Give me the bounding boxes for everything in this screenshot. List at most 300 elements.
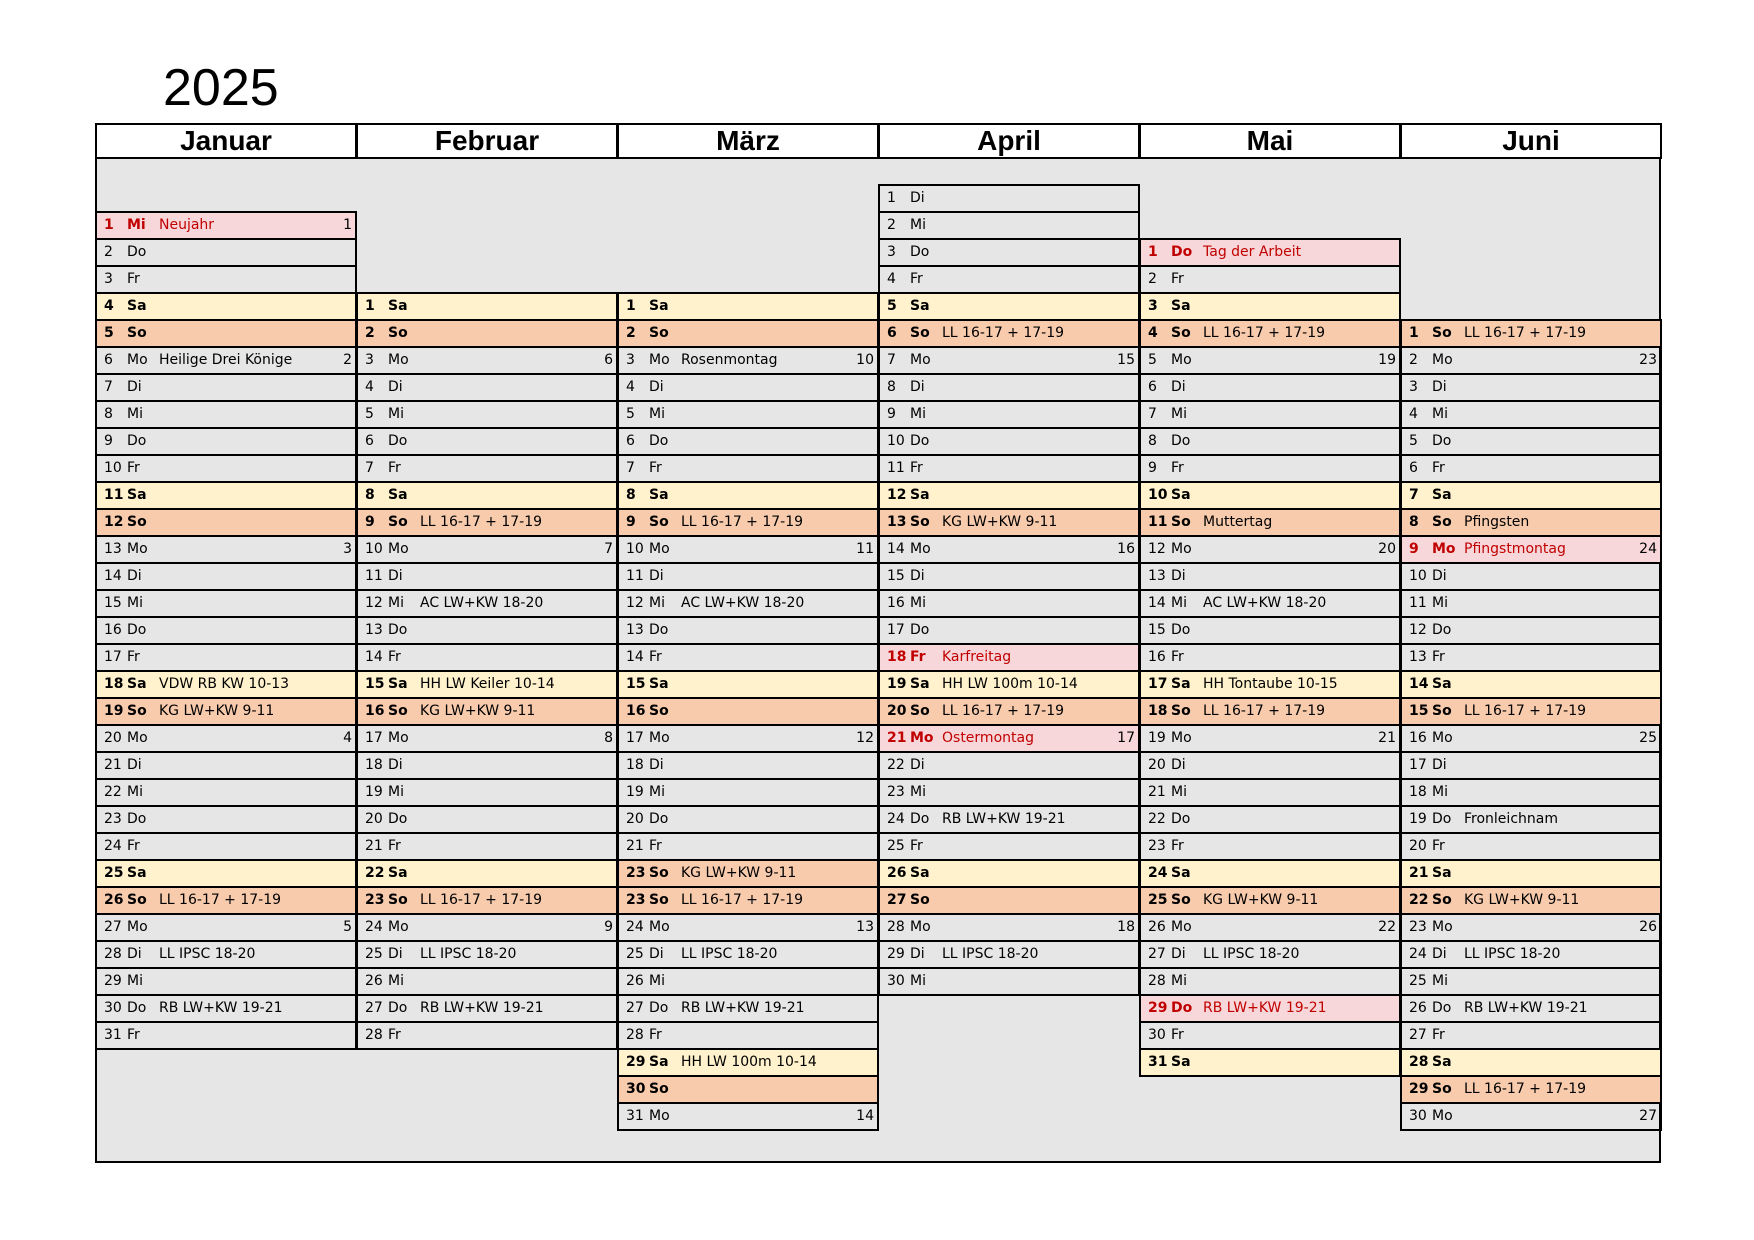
weekday: Sa <box>649 676 669 692</box>
day-number: 15 <box>1409 703 1429 719</box>
weekday: Mo <box>1432 1108 1453 1124</box>
day-number: 5 <box>1148 352 1157 368</box>
week-number: 6 <box>604 352 613 368</box>
day-number: 1 <box>1409 325 1419 341</box>
weekday: So <box>388 892 408 908</box>
day-row <box>1400 402 1662 429</box>
day-row <box>356 969 618 996</box>
day-row <box>617 888 879 915</box>
day-row <box>356 699 618 726</box>
day-row <box>878 672 1140 699</box>
day-number: 3 <box>626 352 635 368</box>
weekday: Mi <box>127 217 146 233</box>
day-number: 23 <box>626 892 646 908</box>
day-row <box>1400 618 1662 645</box>
weekday: Mo <box>1171 730 1192 746</box>
day-row <box>617 834 879 861</box>
day-number: 4 <box>365 379 374 395</box>
day-number: 11 <box>104 487 124 503</box>
day-number: 22 <box>365 865 385 881</box>
weekday: Sa <box>1171 676 1191 692</box>
day-number: 1 <box>887 190 896 206</box>
day-number: 16 <box>365 703 385 719</box>
day-row <box>1139 483 1401 510</box>
day-row <box>95 240 357 267</box>
day-row <box>878 402 1140 429</box>
weekday: Do <box>910 244 930 260</box>
day-number: 2 <box>104 244 113 260</box>
week-number: 7 <box>604 541 613 557</box>
day-row <box>356 726 618 753</box>
weekday: Do <box>649 433 669 449</box>
day-row <box>356 915 618 942</box>
day-row <box>1400 1023 1662 1050</box>
weekday: Fr <box>388 838 401 854</box>
weekday: Mo <box>1432 352 1453 368</box>
day-row <box>617 915 879 942</box>
day-number: 22 <box>1148 811 1166 827</box>
weekday: So <box>649 703 669 719</box>
day-number: 12 <box>104 514 124 530</box>
day-number: 28 <box>887 919 905 935</box>
weekday: Do <box>388 811 408 827</box>
week-number: 5 <box>343 919 352 935</box>
day-number: 11 <box>887 460 905 476</box>
weekday: Do <box>1432 1000 1452 1016</box>
day-number: 30 <box>1409 1108 1427 1124</box>
weekday: Di <box>388 568 403 584</box>
week-number: 8 <box>604 730 613 746</box>
weekday: So <box>127 514 147 530</box>
day-row <box>617 942 879 969</box>
day-row <box>878 213 1140 240</box>
weekday: Fr <box>1432 1027 1445 1043</box>
day-number: 21 <box>1148 784 1166 800</box>
day-number: 22 <box>1409 892 1429 908</box>
weekday: Mi <box>1171 595 1187 611</box>
day-row <box>95 780 357 807</box>
day-note: Neujahr <box>159 217 215 233</box>
weekday: So <box>649 325 669 341</box>
day-note: RB LW+KW 19-21 <box>1203 1000 1327 1016</box>
day-number: 11 <box>365 568 383 584</box>
week-number: 26 <box>1639 919 1657 935</box>
weekday: Fr <box>1171 1027 1184 1043</box>
day-row <box>1400 726 1662 753</box>
weekday: So <box>1171 892 1191 908</box>
month-header-5: Juni <box>1400 123 1662 159</box>
day-row <box>1400 429 1662 456</box>
day-number: 29 <box>104 973 122 989</box>
day-row <box>1139 375 1401 402</box>
weekday: Sa <box>1171 487 1191 503</box>
day-number: 17 <box>1148 676 1168 692</box>
weekday: Di <box>1171 568 1186 584</box>
month-header-2: März <box>617 123 879 159</box>
day-note: Fronleichnam <box>1464 811 1558 827</box>
weekday: Fr <box>388 460 401 476</box>
weekday: So <box>388 703 408 719</box>
day-row <box>95 321 357 348</box>
day-number: 27 <box>1148 946 1166 962</box>
day-number: 28 <box>104 946 122 962</box>
day-number: 8 <box>626 487 636 503</box>
day-number: 13 <box>1409 649 1427 665</box>
day-row <box>1139 1050 1401 1077</box>
day-number: 20 <box>626 811 644 827</box>
weekday: So <box>649 892 669 908</box>
day-number: 16 <box>104 622 122 638</box>
day-number: 15 <box>626 676 646 692</box>
day-row <box>356 780 618 807</box>
weekday: Fr <box>649 1027 662 1043</box>
day-number: 7 <box>104 379 113 395</box>
day-number: 20 <box>887 703 907 719</box>
day-row <box>878 483 1140 510</box>
weekday: Di <box>127 568 142 584</box>
day-row <box>878 294 1140 321</box>
weekday: Di <box>649 568 664 584</box>
day-row <box>1400 672 1662 699</box>
day-row <box>617 861 879 888</box>
weekday: Di <box>910 568 925 584</box>
day-number: 5 <box>887 298 897 314</box>
weekday: Sa <box>910 676 930 692</box>
week-number: 25 <box>1639 730 1657 746</box>
day-number: 6 <box>1148 379 1157 395</box>
day-row <box>617 348 879 375</box>
weekday: Do <box>649 622 669 638</box>
weekday: Sa <box>388 298 408 314</box>
day-row <box>1139 267 1401 294</box>
day-number: 10 <box>626 541 644 557</box>
day-row <box>1139 294 1401 321</box>
day-row <box>617 375 879 402</box>
day-note: LL IPSC 18-20 <box>1464 946 1561 962</box>
day-number: 20 <box>1148 757 1166 773</box>
weekday: Do <box>127 244 147 260</box>
day-row <box>1139 238 1401 267</box>
weekday: Sa <box>1432 676 1452 692</box>
day-row <box>617 726 879 753</box>
day-row <box>1139 861 1401 888</box>
weekday: Di <box>1171 946 1186 962</box>
weekday: Di <box>649 946 664 962</box>
day-number: 12 <box>1148 541 1166 557</box>
day-number: 16 <box>1148 649 1166 665</box>
weekday: So <box>649 514 669 530</box>
day-note: LL IPSC 18-20 <box>942 946 1039 962</box>
day-row <box>95 834 357 861</box>
day-row <box>356 292 618 321</box>
day-row <box>95 942 357 969</box>
weekday: Mo <box>388 541 409 557</box>
day-row <box>878 375 1140 402</box>
day-note: KG LW+KW 9-11 <box>1203 892 1319 908</box>
weekday: Mi <box>127 406 143 422</box>
day-number: 11 <box>626 568 644 584</box>
weekday: Mi <box>649 784 665 800</box>
day-number: 16 <box>626 703 646 719</box>
day-row <box>95 591 357 618</box>
day-row <box>617 1104 879 1131</box>
weekday: Sa <box>388 865 408 881</box>
day-note: LL 16-17 + 17-19 <box>681 514 804 530</box>
weekday: Sa <box>127 676 147 692</box>
day-number: 19 <box>104 703 124 719</box>
day-row <box>1400 996 1662 1023</box>
weekday: Sa <box>1432 1054 1452 1070</box>
day-row <box>617 807 879 834</box>
day-number: 13 <box>887 514 907 530</box>
day-number: 26 <box>626 973 644 989</box>
weekday: Mo <box>910 730 934 746</box>
day-row <box>95 888 357 915</box>
day-number: 5 <box>104 325 114 341</box>
weekday: Di <box>127 757 142 773</box>
day-number: 23 <box>1409 919 1427 935</box>
day-number: 22 <box>887 757 905 773</box>
weekday: Mi <box>910 784 926 800</box>
day-number: 28 <box>626 1027 644 1043</box>
weekday: So <box>1432 703 1452 719</box>
day-row <box>1400 861 1662 888</box>
weekday: So <box>1432 892 1452 908</box>
year-title: 2025 <box>163 59 279 117</box>
day-row <box>878 780 1140 807</box>
day-row <box>617 537 879 564</box>
weekday: Fr <box>649 838 662 854</box>
weekday: So <box>910 325 930 341</box>
day-number: 25 <box>887 838 905 854</box>
day-number: 26 <box>887 865 907 881</box>
day-number: 7 <box>626 460 635 476</box>
day-row <box>95 807 357 834</box>
weekday: Mi <box>1432 595 1448 611</box>
day-row <box>1400 780 1662 807</box>
day-row <box>1400 456 1662 483</box>
day-row <box>1400 1050 1662 1077</box>
day-row <box>617 321 879 348</box>
day-row <box>1400 753 1662 780</box>
day-number: 21 <box>1409 865 1429 881</box>
week-number: 13 <box>856 919 874 935</box>
weekday: Fr <box>1432 838 1445 854</box>
weekday: Mo <box>1171 919 1192 935</box>
weekday: Mi <box>1432 784 1448 800</box>
day-row <box>95 211 357 240</box>
day-number: 14 <box>626 649 644 665</box>
day-row <box>95 510 357 537</box>
day-row <box>356 321 618 348</box>
weekday: Do <box>1171 622 1191 638</box>
weekday: Mo <box>127 919 148 935</box>
day-number: 2 <box>887 217 896 233</box>
weekday: Do <box>910 433 930 449</box>
day-number: 6 <box>626 433 635 449</box>
weekday: Mo <box>910 541 931 557</box>
day-number: 2 <box>626 325 636 341</box>
day-number: 8 <box>365 487 375 503</box>
day-number: 1 <box>626 298 636 314</box>
day-number: 4 <box>1409 406 1418 422</box>
weekday: Mo <box>649 352 670 368</box>
day-note: LL 16-17 + 17-19 <box>942 703 1065 719</box>
day-note: RB LW+KW 19-21 <box>420 1000 544 1016</box>
day-number: 4 <box>1148 325 1158 341</box>
day-row <box>95 267 357 294</box>
weekday: Mi <box>910 217 926 233</box>
weekday: Di <box>1432 568 1447 584</box>
weekday: So <box>1171 325 1191 341</box>
weekday: Do <box>1171 433 1191 449</box>
day-number: 6 <box>1409 460 1418 476</box>
day-row <box>95 726 357 753</box>
day-row <box>356 591 618 618</box>
day-row <box>617 510 879 537</box>
week-number: 14 <box>856 1108 874 1124</box>
day-row <box>878 456 1140 483</box>
day-number: 19 <box>887 676 907 692</box>
day-number: 1 <box>1148 244 1158 260</box>
day-row <box>356 429 618 456</box>
week-number: 23 <box>1639 352 1657 368</box>
weekday: Do <box>127 622 147 638</box>
day-row <box>1139 456 1401 483</box>
day-row <box>1139 726 1401 753</box>
day-note: LL 16-17 + 17-19 <box>1203 325 1326 341</box>
day-number: 7 <box>365 460 374 476</box>
weekday: Mo <box>649 541 670 557</box>
day-row <box>878 753 1140 780</box>
day-note: Pfingsten <box>1464 514 1530 530</box>
weekday: Do <box>1432 433 1452 449</box>
day-row <box>95 699 357 726</box>
day-number: 9 <box>1409 541 1419 557</box>
weekday: So <box>649 865 669 881</box>
day-row <box>1139 942 1401 969</box>
day-number: 8 <box>1148 433 1157 449</box>
week-number: 18 <box>1117 919 1135 935</box>
weekday: Di <box>127 946 142 962</box>
day-row <box>95 429 357 456</box>
day-row <box>356 753 618 780</box>
day-number: 16 <box>887 595 905 611</box>
weekday: Do <box>127 1000 147 1016</box>
weekday: So <box>910 703 930 719</box>
week-number: 24 <box>1639 541 1657 557</box>
weekday: Sa <box>1432 487 1452 503</box>
day-number: 10 <box>1148 487 1168 503</box>
day-number: 28 <box>1148 973 1166 989</box>
day-row <box>878 807 1140 834</box>
day-number: 20 <box>365 811 383 827</box>
day-row <box>878 726 1140 753</box>
day-number: 29 <box>626 1054 646 1070</box>
weekday: Mi <box>1171 406 1187 422</box>
day-row <box>878 321 1140 348</box>
day-row <box>878 834 1140 861</box>
day-number: 24 <box>104 838 122 854</box>
weekday: Fr <box>649 460 662 476</box>
day-number: 10 <box>887 433 905 449</box>
day-row <box>617 699 879 726</box>
weekday: Fr <box>127 460 140 476</box>
day-row <box>95 645 357 672</box>
weekday: Fr <box>910 460 923 476</box>
day-number: 17 <box>626 730 644 746</box>
weekday: Fr <box>649 649 662 665</box>
day-row <box>1400 483 1662 510</box>
day-number: 26 <box>365 973 383 989</box>
day-row <box>878 240 1140 267</box>
weekday: Di <box>649 757 664 773</box>
weekday: Sa <box>388 487 408 503</box>
day-row <box>356 996 618 1023</box>
day-number: 17 <box>887 622 905 638</box>
weekday: Mi <box>127 973 143 989</box>
weekday: Do <box>649 1000 669 1016</box>
day-row <box>1400 564 1662 591</box>
weekday: Mi <box>388 973 404 989</box>
weekday: Mo <box>1432 919 1453 935</box>
day-row <box>1139 618 1401 645</box>
day-row <box>356 942 618 969</box>
day-row <box>1400 537 1662 564</box>
weekday: Mo <box>1432 541 1456 557</box>
day-row <box>617 645 879 672</box>
day-number: 15 <box>887 568 905 584</box>
day-note: AC LW+KW 18-20 <box>420 595 544 611</box>
day-number: 31 <box>626 1108 644 1124</box>
day-number: 2 <box>365 325 375 341</box>
day-number: 28 <box>365 1027 383 1043</box>
day-number: 27 <box>887 892 907 908</box>
day-row <box>1139 591 1401 618</box>
weekday: Sa <box>388 676 408 692</box>
day-number: 30 <box>104 1000 122 1016</box>
weekday: Di <box>1432 946 1447 962</box>
day-row <box>1139 807 1401 834</box>
weekday: Sa <box>127 487 147 503</box>
day-row <box>1139 1023 1401 1050</box>
day-number: 21 <box>626 838 644 854</box>
day-row <box>617 402 879 429</box>
day-row <box>1139 537 1401 564</box>
day-number: 27 <box>1409 1027 1427 1043</box>
day-row <box>617 996 879 1023</box>
weekday: Di <box>910 190 925 206</box>
day-number: 29 <box>1148 1000 1168 1016</box>
weekday: Fr <box>1432 649 1445 665</box>
day-number: 30 <box>1148 1027 1166 1043</box>
day-number: 24 <box>365 919 383 935</box>
day-number: 28 <box>1409 1054 1429 1070</box>
weekday: Di <box>1171 379 1186 395</box>
day-number: 18 <box>1409 784 1427 800</box>
day-note: HH LW 100m 10-14 <box>681 1054 817 1070</box>
day-number: 4 <box>626 379 635 395</box>
day-number: 23 <box>887 784 905 800</box>
day-row <box>878 888 1140 915</box>
weekday: Do <box>910 811 930 827</box>
day-note: HH LW Keiler 10-14 <box>420 676 555 692</box>
day-row <box>878 861 1140 888</box>
day-number: 5 <box>1409 433 1418 449</box>
weekday: Mo <box>649 919 670 935</box>
day-number: 13 <box>104 541 122 557</box>
day-number: 18 <box>365 757 383 773</box>
